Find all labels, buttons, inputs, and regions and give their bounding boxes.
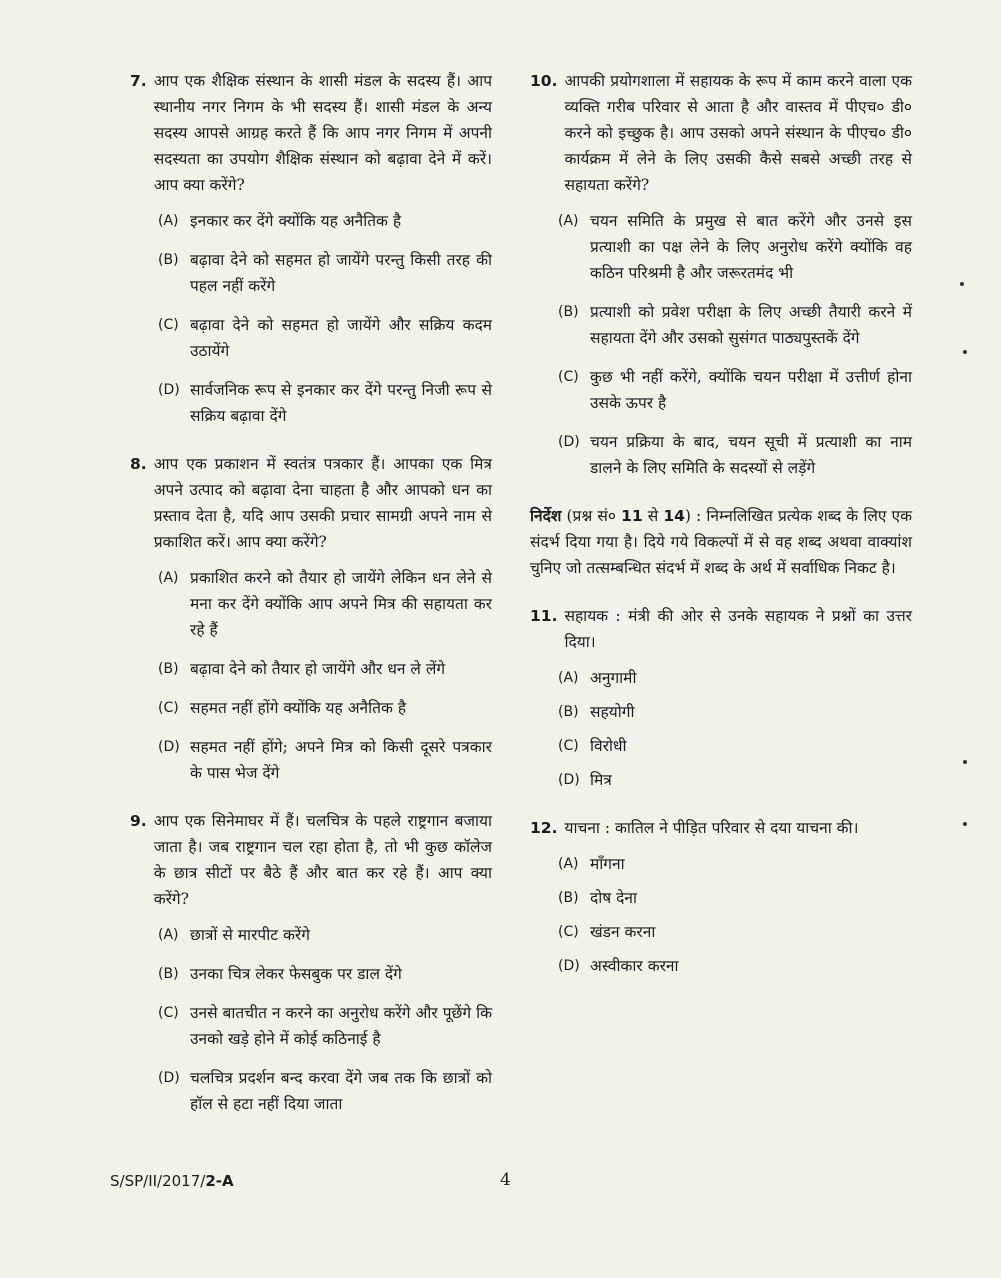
question-number: 10. — [530, 72, 558, 90]
question-7 — [130, 68, 492, 429]
question-text: याचना : कातिल ने पीड़ित परिवार से दया याचना की। — [564, 819, 859, 837]
option-label: (A) — [158, 213, 179, 229]
option-text: चयन प्रक्रिया के बाद, चयन सूची में प्रत्याशी का नाम डालने के लिए समिति के सदस्यों से लड़ेंगे — [590, 433, 912, 477]
option-text: सहमत नहीं होंगे; अपने मित्र को किसी दूसरे पत्रकार के पास भेज देंगे — [190, 738, 492, 782]
option-b — [158, 247, 492, 299]
option-label: (D) — [558, 958, 580, 974]
option-text: उनका चित्र लेकर फेसबुक पर डाल देंगे — [190, 965, 402, 983]
margin-dot — [963, 822, 967, 826]
option-text: अस्वीकार करना — [590, 957, 679, 975]
option-text: इनकार कर देंगे क्योंकि यह अनैतिक है — [190, 212, 402, 230]
question-text: आप एक शैक्षिक संस्थान के शासी मंडल के सदस्य हैं। आप स्थानीय नगर निगम के भी सदस्य हैं। शासी मंडल के अन्य सदस्य आपसे आग्रह करते हैं कि आप नगर निगम में अपनी सदस्यता का उपयोग शैक्षिक संस्थान को बढ़ावा देने में करें। आप क्या करेंगे? — [153, 72, 492, 194]
option-label: (B) — [158, 661, 179, 677]
option-text: बढ़ावा देने को सहमत हो जायेंगे और सक्रिय कदम उठायेंगे — [190, 316, 492, 360]
option-a — [558, 851, 912, 877]
question-number: 11. — [530, 607, 558, 625]
margin-dot — [963, 350, 967, 354]
question-12 — [530, 815, 912, 979]
option-text: सहयोगी — [590, 703, 635, 721]
option-label: (B) — [158, 252, 179, 268]
option-d — [558, 429, 912, 481]
question-10 — [530, 68, 912, 481]
option-label: (C) — [558, 738, 579, 754]
option-label: (A) — [558, 213, 579, 229]
option-text: अनुगामी — [590, 669, 637, 687]
option-label: (B) — [558, 704, 579, 720]
option-label: (A) — [558, 670, 579, 686]
option-text: बढ़ावा देने को सहमत हो जायेंगे परन्तु किसी तरह की पहल नहीं करेंगे — [190, 251, 492, 295]
option-label: (D) — [158, 739, 180, 755]
margin-dot — [963, 760, 967, 764]
option-text: दोष देना — [590, 889, 637, 907]
question-text: आप एक प्रकाशन में स्वतंत्र पत्रकार हैं। आपका एक मित्र अपने उत्पाद को बढ़ावा देना चाहता है और आपको धन का प्रस्ताव देता है, यदि आप उसकी प्रचार सामग्री अपने नाम से प्रकाशित करें। आप क्या करेंगे? — [153, 455, 492, 551]
option-label: (D) — [558, 434, 580, 450]
option-b — [158, 961, 492, 987]
option-b — [558, 299, 912, 351]
right-column — [530, 68, 912, 1001]
directions-end-number: 14 — [663, 507, 685, 525]
paper-code-series: 2-A — [205, 1172, 234, 1190]
option-label: (C) — [558, 369, 579, 385]
option-text: उनसे बातचीत न करने का अनुरोध करेंगे और पूछेंगे कि उनको खड़े होने में कोई कठिनाई है — [190, 1004, 492, 1048]
option-text: छात्रों से मारपीट करेंगे — [190, 926, 310, 944]
option-text: माँगना — [590, 855, 625, 873]
option-label: (D) — [558, 772, 580, 788]
option-label: (B) — [558, 304, 579, 320]
option-text: मित्र — [590, 771, 612, 789]
paper-code — [110, 1172, 234, 1190]
paper-code-prefix: S/SP/II/2017/ — [110, 1172, 206, 1190]
question-11 — [530, 603, 912, 793]
question-8 — [130, 451, 492, 786]
question-text: सहायक : मंत्री की ओर से उनके सहायक ने प्रश्नों का उत्तर दिया। — [564, 607, 912, 651]
option-b — [558, 699, 912, 725]
option-text: विरोधी — [590, 737, 627, 755]
question-number: 12. — [530, 819, 558, 837]
margin-dot — [960, 282, 964, 286]
option-label: (D) — [158, 382, 180, 398]
option-text: बढ़ावा देने को तैयार हो जायेंगे और धन ले लेंगे — [190, 660, 446, 678]
question-number: 8. — [130, 455, 147, 473]
option-c — [158, 695, 492, 721]
option-text: खंडन करना — [590, 923, 656, 941]
option-a — [558, 665, 912, 691]
directions-text: ) : निम्नलिखित प्रत्येक शब्द के लिए एक संदर्भ दिया गया है। दिये गये विकल्पों में से वह शब्द अथवा वाक्यांश चुनिए जो तत्सम्बन्धित संदर्भ में शब्द के अर्थ में सर्वाधिक निकट है। — [530, 507, 912, 577]
option-text: चयन समिति के प्रमुख से बात करेंगे और उनसे इस प्रत्याशी का पक्ष लेने के लिए अनुरोध करेंगे क्योंकि वह कठिन परिश्रमी है और जरूरतमंद भी — [590, 212, 912, 282]
option-c — [558, 364, 912, 416]
page-number: 4 — [500, 1170, 511, 1190]
option-text: सार्वजनिक रूप से इनकार कर देंगे परन्तु निजी रूप से सक्रिय बढ़ावा देंगे — [190, 381, 492, 425]
option-c — [158, 312, 492, 364]
option-b — [558, 885, 912, 911]
option-label: (C) — [158, 1005, 179, 1021]
option-label: (C) — [158, 317, 179, 333]
option-d — [158, 734, 492, 786]
option-label: (B) — [158, 966, 179, 982]
option-c — [558, 733, 912, 759]
option-d — [158, 1065, 492, 1117]
option-c — [558, 919, 912, 945]
option-d — [158, 377, 492, 429]
question-text: आप एक सिनेमाघर में हैं। चलचित्र के पहले राष्ट्रगान बजाया जाता है। जब राष्ट्रगान चल रहा होता है, तो भी कुछ कॉलेज के छात्र सीटों पर बैठे हैं और बात कर रहे हैं। आप क्या करेंगे? — [153, 812, 492, 908]
option-text: सहमत नहीं होंगे क्योंकि यह अनैतिक है — [190, 699, 407, 717]
left-column — [130, 68, 492, 1139]
option-d — [558, 953, 912, 979]
option-a — [158, 208, 492, 234]
option-c — [158, 1000, 492, 1052]
option-a — [558, 208, 912, 286]
question-9 — [130, 808, 492, 1117]
option-text: प्रकाशित करने को तैयार हो जायेंगे लेकिन धन लेने से मना कर देंगे क्योंकि आप अपने मित्र की सहायता कर रहे हैं — [190, 569, 492, 639]
option-d — [558, 767, 912, 793]
directions-heading: निर्देश — [530, 506, 562, 525]
option-label: (A) — [558, 856, 579, 872]
option-label: (A) — [158, 570, 179, 586]
option-label: (C) — [158, 700, 179, 716]
option-text: चलचित्र प्रदर्शन बन्द करवा देंगे जब तक कि छात्रों को हॉल से हटा नहीं दिया जाता — [190, 1069, 492, 1113]
option-a — [158, 565, 492, 643]
option-text: कुछ भी नहीं करेंगे, क्योंकि चयन परीक्षा में उत्तीर्ण होना उसके ऊपर है — [590, 368, 912, 412]
option-a — [158, 922, 492, 948]
option-text: प्रत्याशी को प्रवेश परीक्षा के लिए अच्छी तैयारी करने में सहायता देंगे और उसको सुसंगत पाठ्यपुस्तकें देंगे — [590, 303, 912, 347]
option-label: (D) — [158, 1070, 180, 1086]
option-label: (A) — [158, 927, 179, 943]
directions-start-number: 11 — [621, 507, 643, 525]
directions-paren: (प्रश्न सं० — [561, 507, 622, 525]
directions-paragraph — [530, 503, 912, 581]
question-text: आपकी प्रयोगशाला में सहायक के रूप में काम करने वाला एक व्यक्ति गरीब परिवार से आता है और वास्तव में पीएच० डी० करने को इच्छुक है। आप उसको अपने संस्थान के पीएच० डी० कार्यक्रम में लेने के लिए उसकी कैसे सबसे अच्छी तरह से सहायता करेंगे? — [564, 72, 912, 194]
question-number: 7. — [130, 72, 147, 90]
option-b — [158, 656, 492, 682]
directions-connector: से — [642, 507, 664, 525]
option-label: (C) — [558, 924, 579, 940]
question-number: 9. — [130, 812, 147, 830]
option-label: (B) — [558, 890, 579, 906]
